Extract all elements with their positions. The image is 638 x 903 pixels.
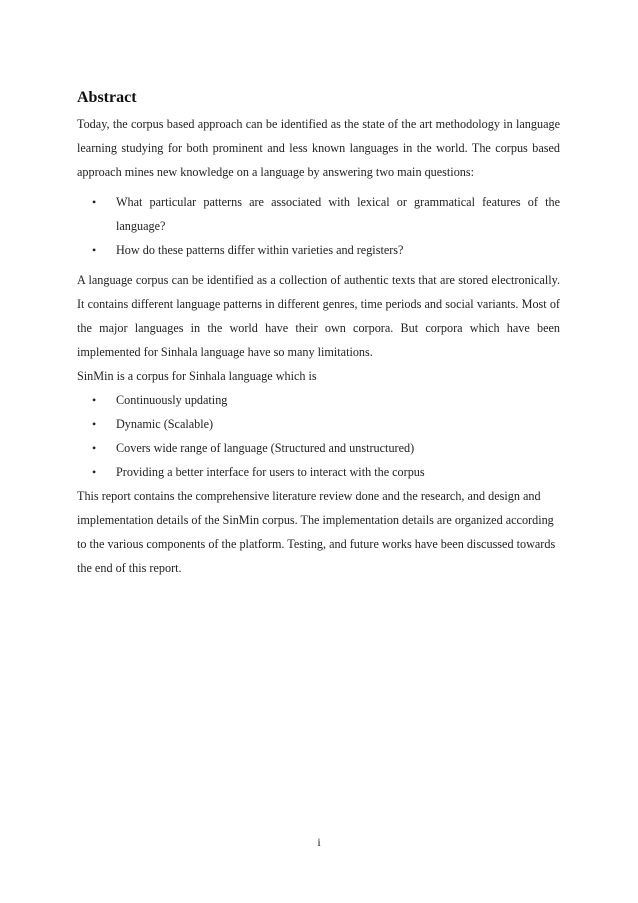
list-item	[77, 436, 560, 460]
sinmin-intro: SinMin is a corpus for Sinhala language which is	[77, 369, 317, 383]
list-item	[77, 238, 560, 262]
list-item	[77, 190, 560, 238]
feature-text: Providing a better interface for users to interact with the corpus	[116, 465, 425, 479]
page-number: i	[317, 835, 321, 849]
list-item	[77, 412, 560, 436]
bullet-dot-icon: •	[92, 441, 97, 455]
bullet-dot-icon: •	[92, 243, 97, 257]
feature-text: Dynamic (Scalable)	[116, 417, 214, 431]
feature-text: Covers wide range of language (Structured and unstructured)	[116, 441, 415, 455]
bullet-dot-icon: •	[92, 417, 97, 431]
list-item	[77, 388, 560, 412]
features-list	[77, 388, 560, 484]
question-text: How do these patterns differ within varieties and registers?	[116, 243, 404, 257]
list-item	[77, 460, 560, 484]
feature-text: Continuously updating	[116, 393, 228, 407]
question-text: What particular patterns are associated with lexical or grammatical features of the language?	[116, 195, 560, 233]
bullet-dot-icon: •	[92, 195, 97, 209]
bullet-dot-icon: •	[92, 465, 97, 479]
closing-paragraph: This report contains the comprehensive literature review done and the research, and design and implementation details of the SinMin corpus. The implementation details are organized according to the various components of the platform. Testing, and future works have been discussed towards the end of this report.	[77, 489, 556, 575]
bullet-dot-icon: •	[92, 393, 97, 407]
abstract-heading: Abstract	[77, 89, 137, 106]
questions-list	[77, 190, 560, 262]
abstract-section	[77, 88, 560, 580]
intro-paragraph: Today, the corpus based approach can be identified as the state of the art methodology in language learning studying for both prominent and less known languages in the world. The corpus based approach mines new knowledge on a language by answering two main questions:	[77, 117, 560, 179]
corpus-paragraph: A language corpus can be identified as a collection of authentic texts that are stored electronically. It contains different language patterns in different genres, time periods and social variants. Most of the major languages in the world have their own corpora. But corpora which have been implemented for Sinhala language have so many limitations.	[77, 273, 560, 359]
